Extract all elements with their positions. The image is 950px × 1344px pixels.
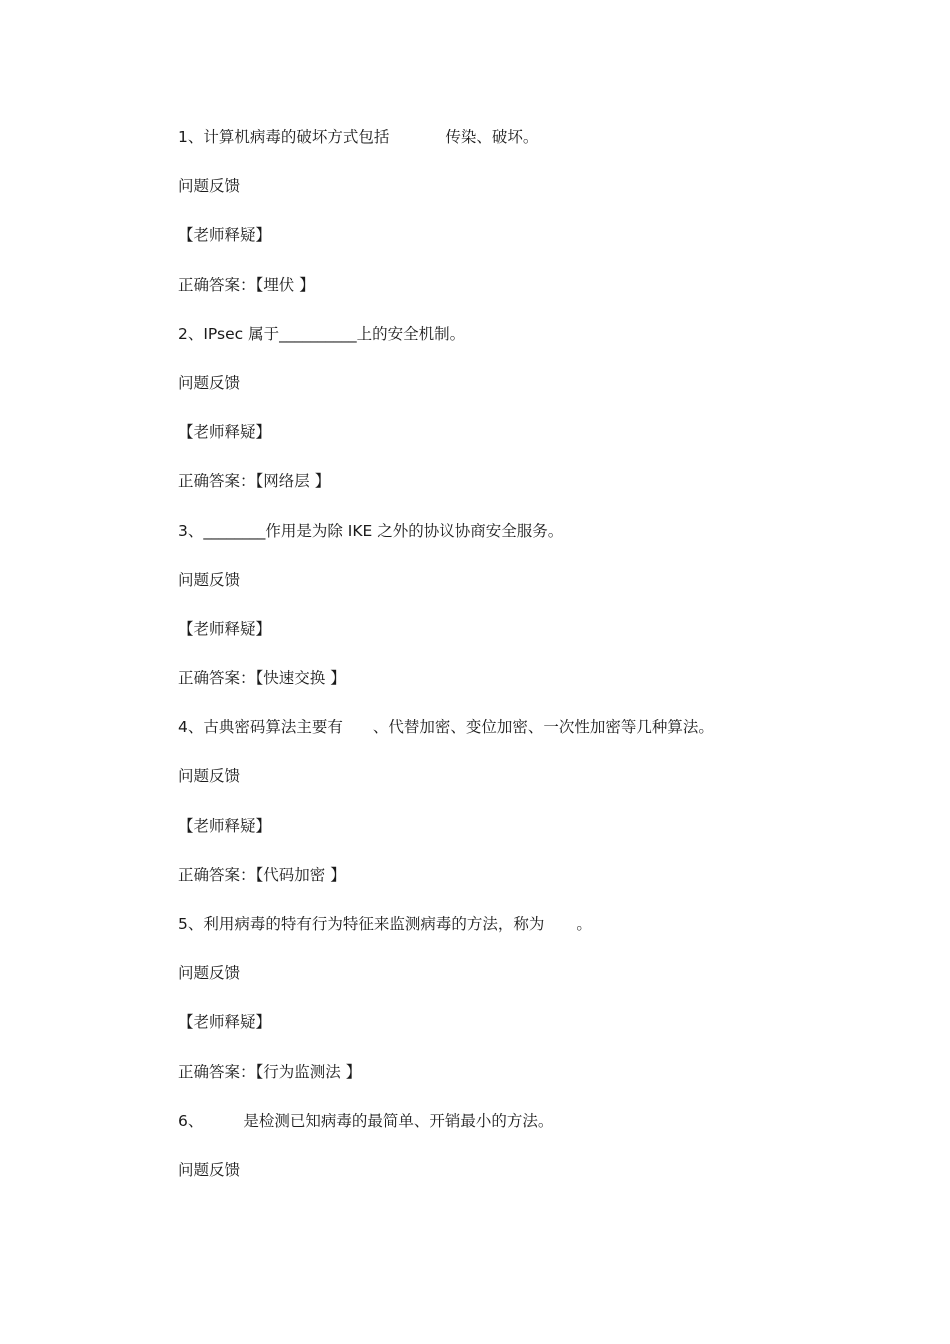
question-3-teacher-explain: 【老师释疑】	[178, 619, 272, 638]
answer-value: 【网络层 】	[255, 472, 331, 491]
question-3-feedback-link[interactable]: 问题反馈	[178, 570, 241, 589]
question-2-answer	[178, 468, 918, 517]
answer-value: 【埋伏 】	[255, 275, 315, 294]
answer-value: 【行为监测法 】	[255, 1062, 362, 1081]
question-6	[178, 1108, 918, 1157]
question-5-text-start: 5、利用病毒的特有行为特征来监测病毒的方法，称为	[178, 915, 545, 933]
question-1-text-start: 1、计算机病毒的破坏方式包括	[178, 128, 390, 146]
answer-label: 正确答案：	[178, 669, 256, 688]
question-2	[178, 321, 918, 370]
question-3-text: 3、________作用是为除 IKE 之外的协议协商安全服务。	[178, 521, 564, 540]
question-4-text-start: 4、古典密码算法主要有	[178, 718, 343, 737]
answer-label: 正确答案：	[178, 275, 256, 294]
answer-value: 【代码加密 】	[255, 865, 346, 884]
question-4-answer	[178, 862, 918, 911]
question-1-teacher-explain: 【老师释疑】	[178, 226, 272, 245]
question-6-text-start: 6、	[178, 1111, 204, 1130]
answer-label: 正确答案：	[178, 1062, 256, 1081]
question-5-teacher-explain: 【老师释疑】	[178, 1013, 272, 1032]
question-5	[178, 911, 918, 960]
answer-label: 正确答案：	[178, 472, 256, 491]
question-1	[178, 124, 918, 173]
question-1-text-end: 传染、破坏。	[445, 128, 539, 146]
question-4-text-end: 、代替加密、变位加密、一次性加密等几种算法。	[372, 718, 714, 737]
question-4	[178, 714, 918, 763]
document-page	[178, 124, 918, 1206]
question-4-feedback-link[interactable]: 问题反馈	[178, 767, 241, 786]
question-5-feedback-link[interactable]: 问题反馈	[178, 964, 241, 983]
question-3-answer	[178, 665, 918, 714]
question-3	[178, 518, 918, 567]
question-2-feedback-link[interactable]: 问题反馈	[178, 373, 241, 392]
question-2-teacher-explain: 【老师释疑】	[178, 423, 272, 442]
question-1-answer	[178, 272, 918, 321]
question-5-answer	[178, 1059, 918, 1108]
answer-value: 【快速交换 】	[255, 669, 346, 688]
question-5-text-end: 。	[576, 915, 592, 933]
question-6-text-end: 是检测已知病毒的最简单、开销最小的方法。	[243, 1111, 554, 1130]
answer-label: 正确答案：	[178, 865, 256, 884]
question-4-teacher-explain: 【老师释疑】	[178, 816, 272, 835]
question-2-text: 2、IPsec 属于__________上的安全机制。	[178, 324, 466, 343]
question-1-feedback-link[interactable]: 问题反馈	[178, 177, 241, 196]
question-6-feedback-link[interactable]: 问题反馈	[178, 1160, 241, 1179]
